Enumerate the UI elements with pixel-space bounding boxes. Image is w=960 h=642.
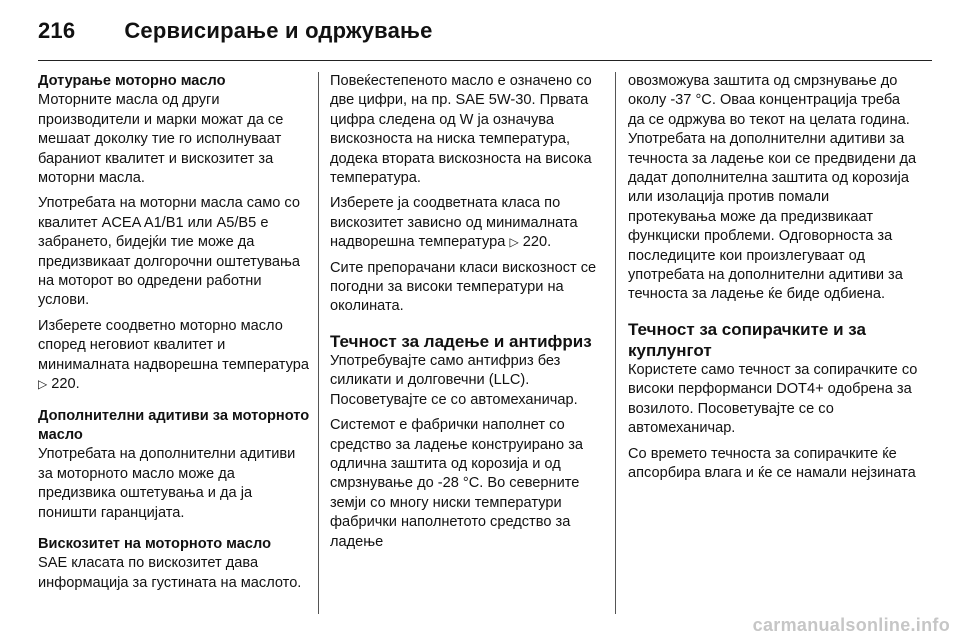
column-1 (38, 72, 310, 599)
paragraph: Употребата на дополнителни адитиви за моторното масло може да предизвика оштетувања и да ја поништи гаранцијата. (38, 446, 296, 521)
paragraph-text: Изберете соодветно моторно масло според неговиот квалитет и минималната надворешна температура (38, 317, 309, 373)
arrow-ref-icon[interactable]: ▷ (509, 235, 519, 250)
column-divider-2 (615, 72, 616, 614)
paragraph-text: Изберете ја соодветната класа по вискозитет зависно од минималната надворешна температура (330, 195, 578, 251)
paragraph-text: Употребата на моторни масла само со квалитет ACEA A1/B1 или A5/B5 е забрането, бидејќи тие може да предизвикаат долгорочни оштетувања на моторот во одредени работни услови. (38, 195, 300, 309)
paragraph: Сите препорачани класи вискозност се погодни за високи температури на околината. (330, 259, 597, 315)
paragraph: Повеќестепеното масло е означено со две цифри, на пр. SAE 5W-30. Првата цифра следена од W ја означува вискозноста на ниска температура, додека втората вискозноста на висока температура. (330, 73, 592, 187)
paragraph (330, 194, 614, 252)
section-heading-adding-oil: Дотурање моторно масло (38, 73, 226, 89)
paragraph (38, 194, 310, 310)
page-title: Сервисирање и одржување (124, 18, 433, 43)
paragraph: овозможува заштита од смрзнување до околу -37 °C. Оваа концентрација треба да се одржува во текот на целата година. Употребата на дополнителни адитиви за течноста за ладење кои се предвидени да дадат дополнителна заштита од корозија или изолација против помали протекувања може да предизвикаат функциски проблеми. Одговорноста за последиците кои произлегуваат од употребата на дополнителни адитиви за течноста за ладење ќе биде одбиена. (628, 73, 917, 303)
page-reference[interactable]: 220. (51, 376, 80, 393)
paragraph: Употребувајте само антифриз без силикати и долговечни (LLC). Посоветувајте се со автомеханичар. (330, 352, 578, 408)
page-number: 216 (38, 18, 76, 43)
paragraph: Користете само течност за сопирачките со високи перформанси DOT4+ одобрена за возилото. Посоветувајте се со автомеханичар. (628, 361, 918, 437)
paragraph (38, 317, 310, 395)
page-reference[interactable]: 220. (522, 234, 552, 251)
column-3 (628, 72, 918, 489)
paragraph: Системот е фабрички наполнет со средство за ладење конструирано за одлична заштита од корозија и од смрзнување до -28 °C. Во северните земји со многу ниски температури фабрички наполнетото средство за ладење (330, 417, 583, 550)
page-header (38, 18, 433, 44)
paragraph: Моторните масла од други производители и марки можат да се мешаат доколку тие го исполнуваат бараниот квалитет и вискозитет за моторни масла. (38, 92, 284, 187)
section-heading-oil-viscosity: Вискозитет на моторното масло (38, 535, 272, 552)
watermark: carmanualsonline.info (752, 615, 950, 635)
section-heading-oil-additives: Дополнителни адитиви за моторното масло (38, 407, 310, 443)
header-rule (38, 60, 932, 61)
column-2 (330, 72, 614, 558)
paragraph: SAE класата по вискозитет дава информација за густината на маслото. (38, 555, 302, 591)
paragraph: Со времето течноста за сопирачките ќе апсорбира влага и ќе се намали нејзината (628, 445, 916, 481)
section-heading-brake-fluid: Течност за сопирачките и за куплунгот (628, 319, 866, 360)
column-divider-1 (318, 72, 319, 614)
arrow-ref-icon[interactable]: ▷ (38, 377, 48, 392)
section-heading-coolant: Течност за ладење и антифриз (330, 331, 592, 351)
